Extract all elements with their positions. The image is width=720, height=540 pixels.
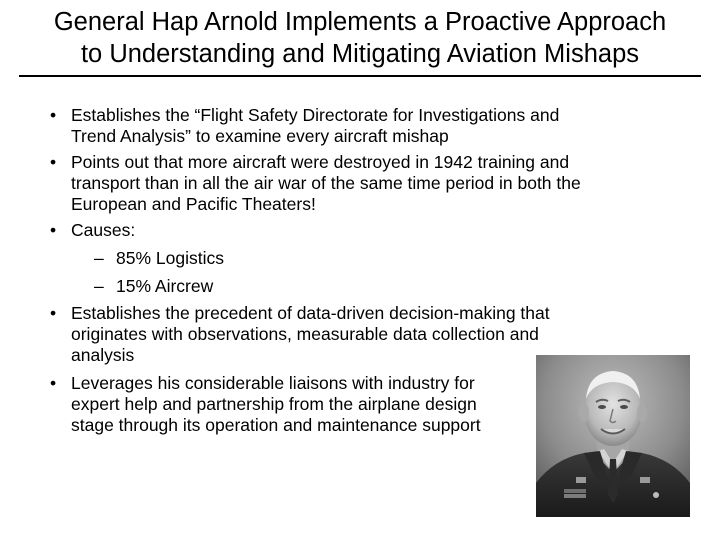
title-divider	[19, 75, 701, 77]
bullet-line: expert help and partnership from the airplane design	[71, 394, 477, 414]
bullet-item-aircraft-destroyed-1942	[71, 152, 581, 215]
bullet-item-industry-liaisons	[71, 373, 481, 436]
bullet-marker: •	[50, 152, 57, 172]
bullet-line: transport than in all the air war of the same time period in both the	[71, 173, 581, 193]
bullet-item-data-driven-decisions	[71, 303, 550, 366]
bullet-line: Leverages his considerable liaisons with industry for	[71, 373, 475, 393]
bullet-marker: •	[50, 373, 57, 393]
bullet-line: analysis	[71, 345, 135, 365]
slide-title	[0, 6, 720, 70]
sub-bullet-marker: –	[94, 248, 104, 268]
bullet-line: Trend Analysis” to examine every aircraft mishap	[71, 126, 449, 146]
slide-title-line-1: General Hap Arnold Implements a Proactive Approach	[53, 8, 667, 36]
sub-bullet-logistics: 85% Logistics	[116, 248, 224, 268]
hap-arnold-portrait-photo	[536, 355, 690, 517]
bullet-line: Establishes the “Flight Safety Directorate for Investigations and	[71, 105, 560, 125]
bullet-item-causes	[71, 220, 135, 241]
bullet-line: Points out that more aircraft were destroyed in 1942 training and	[71, 152, 570, 172]
bullet-line: originates with observations, measurable data collection and	[71, 324, 539, 344]
slide-title-line-2: to Understanding and Mitigating Aviation Mishaps	[80, 40, 640, 68]
bullet-line: stage through its operation and maintenance support	[71, 415, 481, 435]
bullet-marker: •	[50, 303, 57, 323]
bullet-line: Establishes the precedent of data-driven decision-making that	[71, 303, 550, 323]
bullet-item-flight-safety-directorate	[71, 105, 559, 147]
sub-bullet-marker: –	[94, 276, 104, 296]
bullet-marker: •	[50, 105, 57, 125]
bullet-marker: •	[50, 220, 57, 240]
bullet-line: European and Pacific Theaters!	[71, 194, 316, 214]
sub-bullet-aircrew: 15% Aircrew	[116, 276, 214, 296]
bullet-line: Causes:	[71, 220, 136, 240]
